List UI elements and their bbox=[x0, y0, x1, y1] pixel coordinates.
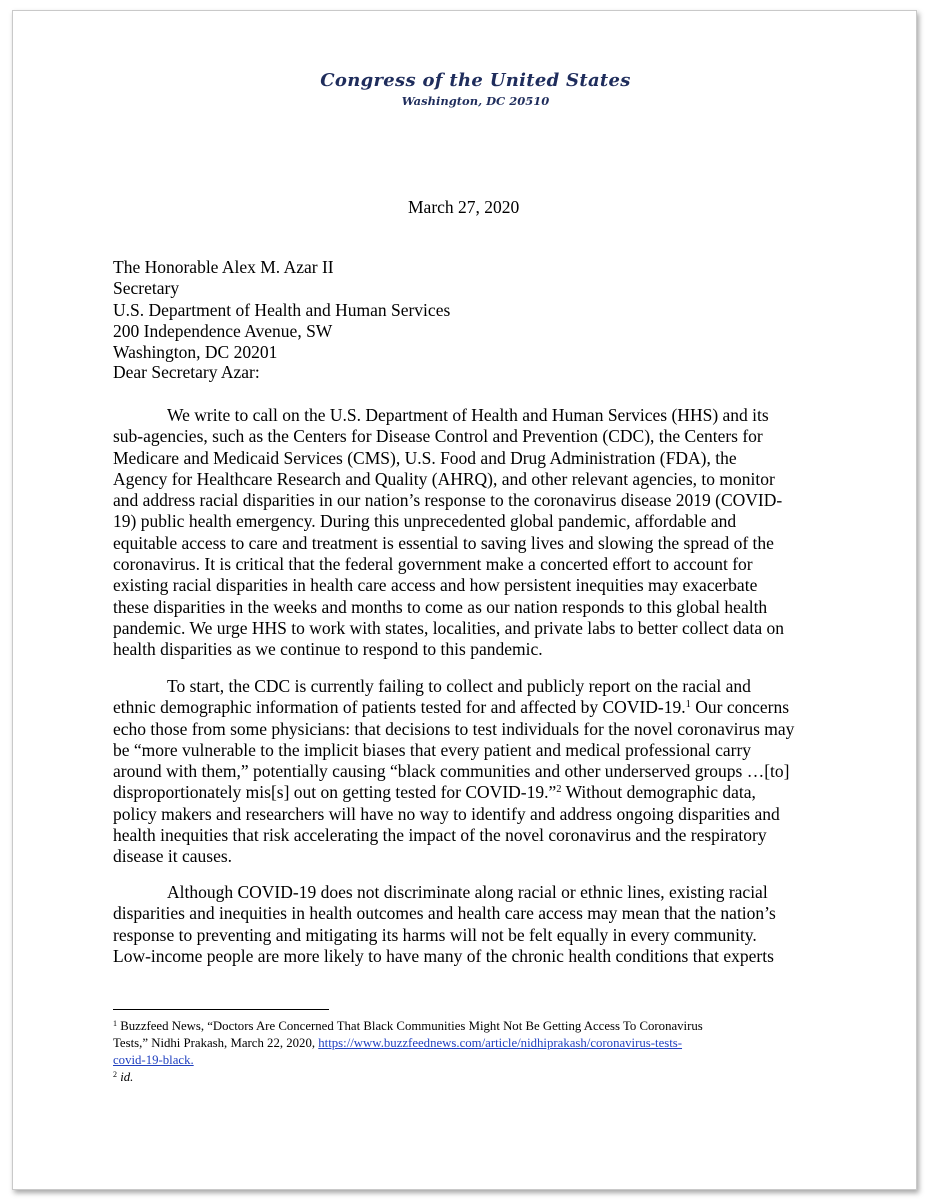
paragraph-line: pandemic. We urge HHS to work with states, localities, and private labs to better collect data on bbox=[113, 617, 785, 638]
footnote-number: 2 bbox=[113, 1070, 117, 1079]
address-line: U.S. Department of Health and Human Services bbox=[113, 299, 451, 320]
paragraph-line: policy makers and researchers will have no way to identify and address ongoing disparities and bbox=[113, 803, 780, 824]
letter-date: March 27, 2020 bbox=[408, 197, 520, 217]
footnotes bbox=[113, 1018, 825, 1086]
paragraph-line: Agency for Healthcare Research and Quality (AHRQ), and other relevant agencies, to monitor bbox=[113, 468, 775, 489]
address-line: Secretary bbox=[113, 278, 180, 299]
paragraph-line: these disparities in the weeks and months to come as our nation responds to this global health bbox=[113, 596, 768, 617]
paragraph-line: around with them,” potentially causing “black communities and other underserved groups …[to] bbox=[113, 761, 790, 782]
paragraph-line: 19) public health emergency. During this unprecedented global pandemic, affordable and bbox=[113, 511, 737, 532]
paragraph-line bbox=[113, 782, 825, 803]
paragraph-line: We write to call on the U.S. Department of Health and Human Services (HHS) and its bbox=[167, 405, 769, 425]
paragraph-1 bbox=[113, 405, 825, 661]
paragraph-line: echo those from some physicians: that decisions to test individuals for the novel coronavirus may bbox=[113, 718, 795, 739]
letterhead bbox=[0, 70, 931, 108]
recipient-address bbox=[113, 257, 450, 363]
footnote-text: id. bbox=[120, 1070, 134, 1084]
footnote-1 bbox=[113, 1018, 825, 1035]
footnote-source-link-continued[interactable]: covid-19-black. bbox=[113, 1053, 194, 1067]
paragraph-line: be “more vulnerable to the implicit biases that every patient and medical professional carry bbox=[113, 739, 752, 760]
paragraph-line: sub-agencies, such as the Centers for Disease Control and Prevention (CDC), the Centers for bbox=[113, 426, 763, 447]
paragraph-3 bbox=[113, 882, 825, 967]
paragraph-line: coronavirus. It is critical that the federal government make a concerted effort to account for bbox=[113, 554, 753, 575]
footnote-number: 1 bbox=[113, 1019, 117, 1028]
paragraph-line: disparities and inequities in health outcomes and health care access may mean that the nation’s bbox=[113, 903, 776, 924]
paragraph-line: To start, the CDC is currently failing to collect and publicly report on the racial and bbox=[167, 676, 751, 696]
paragraph-line: equitable access to care and treatment is essential to saving lives and slowing the spread of the bbox=[113, 532, 774, 553]
paragraph-line: Low-income people are more likely to have many of the chronic health conditions that experts bbox=[113, 945, 774, 966]
address-line: The Honorable Alex M. Azar II bbox=[113, 257, 334, 277]
salutation: Dear Secretary Azar: bbox=[113, 362, 260, 382]
footnote-source-link[interactable]: https://www.buzzfeednews.com/article/nidhiprakash/coronavirus-tests- bbox=[318, 1036, 683, 1050]
footnote-text: Tests,” Nidhi Prakash, March 22, 2020, bbox=[113, 1036, 319, 1050]
footnote-text: Buzzfeed News, “Doctors Are Concerned That Black Communities Might Not Be Getting Access To Coronavirus bbox=[117, 1019, 703, 1033]
line-text: ethnic demographic information of patients tested for and affected by COVID-19. bbox=[113, 697, 686, 718]
paragraph-2 bbox=[113, 676, 825, 868]
line-text: Our concerns bbox=[690, 697, 790, 718]
footnote-1-continued bbox=[113, 1035, 825, 1052]
footnote-ref-1[interactable]: 1 bbox=[685, 699, 691, 711]
footnote-2 bbox=[113, 1069, 825, 1086]
paragraph-line: response to preventing and mitigating its harms will not be felt equally in every community. bbox=[113, 924, 757, 945]
address-line: Washington, DC 20201 bbox=[113, 342, 278, 363]
line-text: Without demographic data, bbox=[561, 782, 756, 803]
footnote-divider bbox=[113, 1009, 329, 1010]
paragraph-line bbox=[113, 697, 825, 718]
line-text: disproportionately mis[s] out on getting tested for COVID-19.” bbox=[113, 782, 557, 803]
footnote-1-continued bbox=[113, 1052, 825, 1069]
paragraph-line: Although COVID-19 does not discriminate along racial or ethnic lines, existing racial bbox=[167, 882, 768, 902]
paragraph-line: existing racial disparities in health care access and how persistent inequities may exacerbate bbox=[113, 575, 758, 596]
paragraph-line: health disparities as we continue to respond to this pandemic. bbox=[113, 639, 543, 660]
paragraph-line: disease it causes. bbox=[113, 846, 233, 867]
footnote-ref-2[interactable]: 2 bbox=[556, 784, 562, 796]
paragraph-line: health inequities that risk accelerating the impact of the novel coronavirus and the respiratory bbox=[113, 825, 767, 846]
letterhead-title: Congress of the United States bbox=[320, 70, 631, 91]
letterhead-city: Washington, DC 20510 bbox=[401, 94, 550, 108]
paragraph-line: and address racial disparities in our nation’s response to the coronavirus disease 2019 (COVID- bbox=[113, 490, 783, 511]
address-line: 200 Independence Avenue, SW bbox=[113, 320, 333, 341]
paragraph-line: Medicare and Medicaid Services (CMS), U.S. Food and Drug Administration (FDA), the bbox=[113, 447, 737, 468]
